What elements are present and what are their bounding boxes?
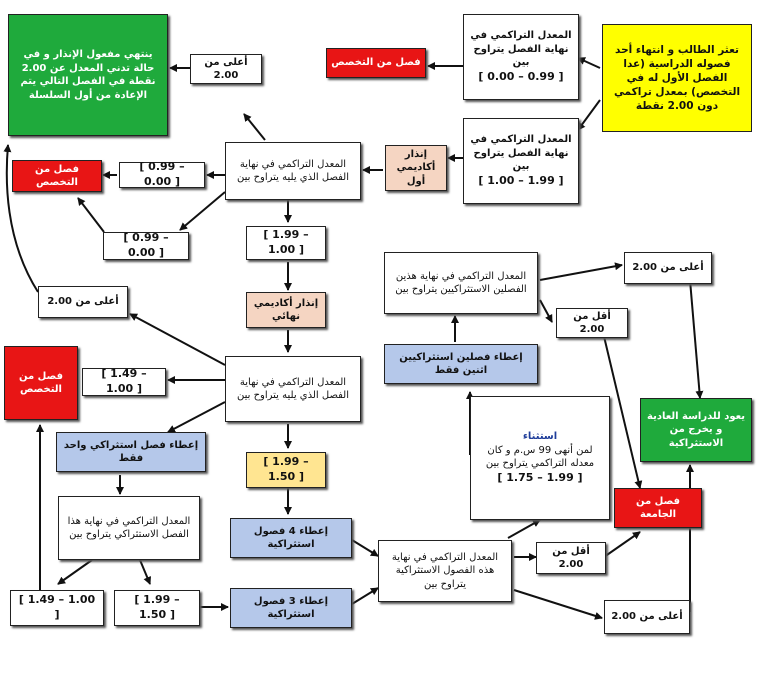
dismiss-major-top: فصل من التخصص (326, 48, 426, 78)
start-condition-box: تعثر الطالب و انتهاء أحد فصوله الدراسية (عدا الفصل الأول له في التخصص) بمعدل تراكمي دون 2.00 نقطة (602, 24, 752, 132)
range-1-149-box: [ 1.49 – 1.00 ] (82, 368, 166, 396)
range-mid-box: [ 1.99 – 1.00 ] (246, 226, 326, 260)
arrow-cum-one-exc-to-range-bm (140, 560, 150, 584)
arrow-cum-exc-to-exception (508, 520, 540, 538)
cum-gpa-second-label: المعدل التراكمي في نهاية الفصل يتراوح بين (470, 134, 572, 173)
arrow-cum-to-range-mid-low (180, 192, 225, 230)
exception-box (470, 396, 610, 520)
cum-gpa-after-final: المعدل التراكمي في نهاية الفصل الذي يليه يتراوح بين (225, 356, 361, 422)
arrow-four-to-cum-exc (352, 540, 378, 556)
range-bottom-mid-box: [ 1.99 – 1.50 ] (114, 590, 200, 626)
exception-range: [ 1.99 – 1.75 ] (497, 470, 583, 484)
warning-ends-box: ينتهي مفعول الإنذار و في حالة تدني المعدل عن 2.00 نقطة في الفصل التالي يتم الإعادة من أول السلسلة (8, 14, 168, 136)
four-exceptional-semesters: إعطاء 4 فصول استثراكية (230, 518, 352, 558)
arrow-above2-right-to-return (690, 280, 700, 398)
arrow-yellow-to-cum-top (578, 58, 600, 68)
arrow-range-mid-low-to-red (78, 198, 104, 232)
arrow-three-to-cum-exc (352, 588, 378, 604)
arrow-cum-to-one-exc (168, 402, 225, 432)
arrow-yellow-to-cum-second (578, 100, 600, 130)
dismiss-university: فصل من الجامعة (614, 488, 702, 528)
exception-text: لمن أنهى 99 س.م و كان معدله التراكمي يتراوح بين (485, 444, 595, 470)
cum-gpa-top-range: [ 0.99 – 0.00 ] (478, 69, 564, 83)
arrow-cum-exc-to-above2-bottom (514, 590, 602, 618)
cum-gpa-after-warning1: المعدل التراكمي في نهاية الفصل الذي يليه يتراوح بين (225, 142, 361, 200)
above-2-top: أعلى من 2.00 (190, 54, 262, 84)
arrow-cum-one-exc-to-range-bl (58, 560, 92, 584)
cum-gpa-second-range: [ 1.99 – 1.00 ] (478, 173, 564, 187)
first-academic-warning: إنذار أكاديمي أول (385, 145, 447, 191)
below-2-bottom: أقل من 2.00 (536, 542, 606, 574)
cum-gpa-exceptional-end: المعدل التراكمي في نهاية هذه الفصول الاستثراكية يتراوح بين (378, 540, 512, 602)
cum-gpa-two-exceptional: المعدل التراكمي في نهاية هذين الفصلين الاستثراكيين يتراوح بين (384, 252, 538, 314)
three-exceptional-semesters: إعطاء 3 فصول استثراكية (230, 588, 352, 628)
dismiss-major-left: فصل من التخصص (12, 160, 102, 192)
range-mid-low-box: [ 0.99 – 0.00 ] (103, 232, 189, 260)
range-left-low-box: [ 0.99 – 0.00 ] (119, 162, 205, 188)
cum-gpa-top-box (463, 14, 579, 100)
exception-title: استثناء (522, 431, 558, 443)
one-exceptional-semester: إعطاء فصل استثراكي واحد فقط (56, 432, 206, 472)
cum-gpa-top-label: المعدل التراكمي في نهاية الفصل يتراوح بين (470, 30, 572, 69)
above-2-left: أعلى من 2.00 (38, 286, 128, 318)
cum-gpa-one-exceptional: المعدل التراكمي في نهاية هذا الفصل الاستثراكي يتراوح بين (58, 496, 200, 560)
above-2-right: أعلى من 2.00 (624, 252, 712, 284)
cum-gpa-second-box (463, 118, 579, 204)
arrow-cum-two-to-below2 (540, 300, 552, 322)
dismiss-major-bottom-left: فصل من التخصص (4, 346, 78, 420)
arrow-cum-to-above2-left (130, 314, 225, 365)
range-bottom-left-box: [ 1.49 – 1.00 ] (10, 590, 104, 626)
arrow-cum-two-to-above2 (540, 265, 622, 280)
below-2-right: أقل من 2.00 (556, 308, 628, 338)
arrow-below2-to-university (604, 532, 640, 557)
final-academic-warning: إنذار أكاديمي نهائي (246, 292, 326, 328)
two-exceptional-semesters: إعطاء فصلين استثراكيين اثنين فقط (384, 344, 538, 384)
above-2-bottom: أعلى من 2.00 (604, 600, 690, 634)
arrow-cum-to-above2 (244, 114, 265, 140)
range-yellow-box: [ 1.99 – 1.50 ] (246, 452, 326, 488)
return-normal-study: يعود للدراسة العادية و يخرج من الاستثراكية (640, 398, 752, 462)
